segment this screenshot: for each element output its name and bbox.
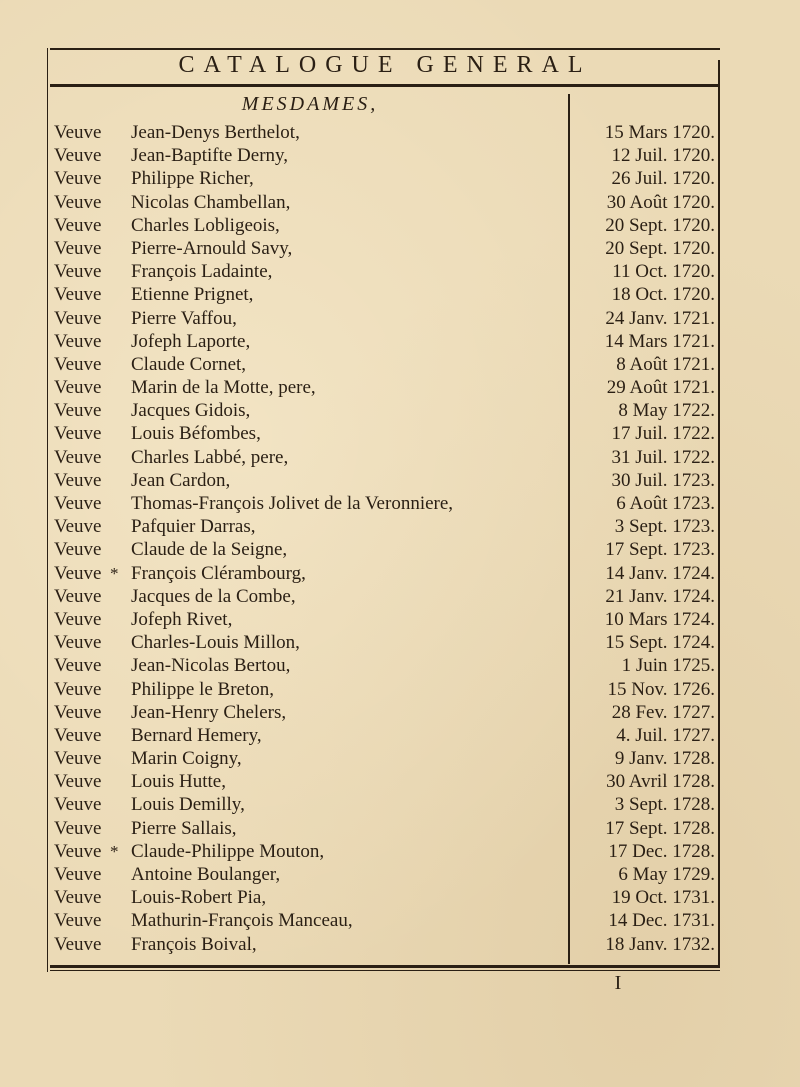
entry-date: 14 Mars 1721.	[604, 330, 715, 352]
entry-title: Veuve	[54, 678, 102, 700]
entry-name: Jean-Denys Berthelot,	[131, 122, 300, 143]
entry-name: Jean Cardon,	[131, 469, 231, 491]
entry-title: Veuve	[54, 214, 102, 236]
entry-title: Veuve	[54, 933, 102, 955]
entry-date: 30 Avril 1728.	[606, 771, 715, 793]
entry-title: Veuve	[54, 585, 102, 607]
entry-date: 30 Août 1720.	[606, 191, 715, 213]
list-item	[54, 909, 719, 932]
entry-date: 30 Juil. 1723.	[611, 469, 715, 491]
list-item	[54, 191, 719, 214]
entry-name: Marin de la Motte, pere,	[131, 377, 316, 399]
entry-date: 6 Août 1723.	[616, 493, 715, 514]
entry-name: Etienne Prignet,	[131, 284, 254, 306]
list-item	[54, 492, 719, 515]
entry-title: Veuve	[54, 608, 102, 630]
entry-name: Philippe Richer,	[131, 168, 254, 190]
entry-date: 15 Mars 1720.	[604, 122, 715, 143]
entry-name: Thomas-François Jolivet de la Veronniere,	[131, 493, 454, 514]
entry-date: 29 Août 1721.	[606, 377, 715, 399]
bottom-rule-thin	[50, 970, 720, 971]
entry-name: Antoine Boulanger,	[131, 864, 281, 885]
entry-title: Veuve	[54, 168, 102, 190]
entry-date: 9 Janv. 1728.	[614, 748, 715, 770]
entry-name: Pierre Vaffou,	[131, 307, 237, 329]
entry-name: Charles Labbé, pere,	[131, 446, 289, 468]
entry-title: Veuve	[54, 469, 102, 491]
entry-name: Louis-Robert Pia,	[131, 887, 267, 909]
entry-title: Veuve	[54, 701, 102, 723]
list-item	[54, 446, 719, 469]
entry-title: Veuve	[54, 910, 102, 932]
page-number: I	[614, 972, 622, 994]
entry-title: Veuve	[54, 562, 102, 584]
entry-title: Veuve	[54, 330, 102, 352]
entry-title: Veuve	[54, 400, 102, 422]
list-item	[54, 793, 719, 816]
page-header: CATALOGUE GENERAL	[178, 52, 592, 78]
list-item	[54, 863, 719, 886]
list-item	[54, 631, 719, 654]
list-item	[54, 376, 719, 399]
entry-title: Veuve	[54, 377, 102, 399]
entry-date: 20 Sept. 1720.	[605, 214, 715, 236]
list-item	[54, 747, 719, 770]
entry-name: Charles-Louis Millon,	[131, 632, 300, 654]
section-title: MESDAMES,	[241, 93, 379, 115]
entry-name: Louis Hutte,	[131, 771, 226, 793]
entry-title: Veuve	[54, 307, 102, 329]
entry-date: 3 Sept. 1723.	[614, 516, 715, 538]
entry-date: 8 Août 1721.	[616, 353, 715, 375]
entry-mark: *	[110, 841, 119, 861]
list-item	[54, 121, 719, 144]
entry-name: Nicolas Chambellan,	[131, 191, 291, 213]
entry-name: Pierre-Arnould Savy,	[131, 237, 293, 259]
entry-name: Bernard Hemery,	[131, 724, 262, 746]
entry-date: 1 Juin 1725.	[621, 655, 715, 677]
entry-title: Veuve	[54, 423, 102, 445]
entry-name: Louis Demilly,	[131, 794, 245, 816]
entry-name: Claude-Philippe Mouton,	[131, 840, 325, 862]
entry-name: Charles Lobligeois,	[131, 214, 280, 236]
entry-date: 11 Oct. 1720.	[612, 261, 715, 283]
entry-date: 8 May 1722.	[618, 400, 715, 422]
entry-name: Jean-Henry Chelers,	[131, 701, 287, 723]
entry-mark: *	[110, 563, 119, 583]
entry-title: Veuve	[54, 887, 102, 909]
entry-title: Veuve	[54, 493, 102, 514]
list-item	[54, 538, 719, 561]
entry-name: Philippe le Breton,	[131, 678, 275, 700]
entry-date: 17 Dec. 1728.	[608, 840, 715, 862]
entry-name: Claude Cornet,	[131, 353, 247, 375]
list-item	[54, 933, 719, 956]
entry-title: Veuve	[54, 516, 102, 538]
entry-date: 15 Nov. 1726.	[607, 678, 715, 700]
entry-name: François Clérambourg,	[131, 562, 306, 584]
entry-name: Marin Coigny,	[131, 748, 242, 770]
list-item	[54, 701, 719, 724]
entry-title: Veuve	[54, 864, 102, 885]
entry-date: 18 Oct. 1720.	[611, 284, 715, 306]
list-item	[54, 515, 719, 538]
list-item	[54, 585, 719, 608]
entry-name: Louis Béfombes,	[131, 423, 261, 445]
entry-name: Jofeph Rivet,	[131, 608, 233, 630]
entry-title: Veuve	[54, 539, 102, 561]
entry-name: François Boival,	[131, 933, 257, 955]
entry-title: Veuve	[54, 446, 102, 468]
entry-date: 24 Janv. 1721.	[605, 307, 715, 329]
entry-date: 31 Juil. 1722.	[611, 446, 715, 468]
entry-title: Veuve	[54, 261, 102, 283]
bottom-rule	[50, 965, 720, 968]
entry-name: Jean-Baptifte Derny,	[131, 145, 289, 167]
entry-name: Pafquier Darras,	[131, 516, 256, 538]
list-item	[54, 469, 719, 492]
entry-list	[54, 121, 719, 956]
entry-date: 20 Sept. 1720.	[605, 237, 715, 259]
list-item	[54, 214, 719, 237]
entry-date: 14 Janv. 1724.	[605, 562, 715, 584]
entry-title: Veuve	[54, 353, 102, 375]
entry-name: Jean-Nicolas Bertou,	[131, 655, 291, 677]
entry-name: Jacques Gidois,	[131, 400, 251, 422]
list-item	[54, 260, 719, 283]
entry-name: Claude de la Seigne,	[131, 539, 288, 561]
list-item	[54, 144, 719, 167]
entry-title: Veuve	[54, 655, 102, 677]
entry-title: Veuve	[54, 771, 102, 793]
list-item	[54, 817, 719, 840]
list-item	[54, 562, 719, 585]
list-item	[54, 770, 719, 793]
entry-title: Veuve	[54, 748, 102, 770]
entry-title: Veuve	[54, 632, 102, 654]
entry-title: Veuve	[54, 724, 102, 746]
entry-name: François Ladainte,	[131, 261, 273, 283]
entry-title: Veuve	[54, 122, 102, 143]
entry-date: 18 Janv. 1732.	[605, 933, 715, 955]
entry-name: Mathurin-François Manceau,	[131, 910, 353, 932]
entry-date: 19 Oct. 1731.	[611, 887, 715, 909]
entry-title: Veuve	[54, 817, 102, 839]
list-item	[54, 353, 719, 376]
entry-title: Veuve	[54, 794, 102, 816]
list-item	[54, 724, 719, 747]
list-item	[54, 678, 719, 701]
entry-date: 21 Janv. 1724.	[605, 585, 715, 607]
entry-name: Pierre Sallais,	[131, 817, 237, 839]
entry-title: Veuve	[54, 284, 102, 306]
list-item	[54, 330, 719, 353]
list-item	[54, 422, 719, 445]
entry-date: 26 Juil. 1720.	[611, 168, 715, 190]
entry-date: 4. Juil. 1727.	[616, 724, 715, 746]
entry-date: 3 Sept. 1728.	[614, 794, 715, 816]
entry-title: Veuve	[54, 145, 102, 167]
entry-date: 6 May 1729.	[618, 864, 715, 885]
list-item	[54, 399, 719, 422]
list-item	[54, 237, 719, 260]
entry-title: Veuve	[54, 237, 102, 259]
top-rule	[50, 48, 720, 50]
list-item	[54, 886, 719, 909]
entry-name: Jacques de la Combe,	[131, 585, 296, 607]
header-rule	[50, 84, 720, 87]
list-item	[54, 283, 719, 306]
list-item	[54, 167, 719, 190]
entry-title: Veuve	[54, 840, 102, 862]
list-item	[54, 307, 719, 330]
list-item	[54, 608, 719, 631]
list-item	[54, 654, 719, 677]
entry-date: 15 Sept. 1724.	[605, 632, 715, 654]
entry-date: 14 Dec. 1731.	[608, 910, 715, 932]
entry-date: 10 Mars 1724.	[604, 608, 715, 630]
left-border	[47, 48, 48, 972]
entry-date: 17 Sept. 1723.	[605, 539, 715, 561]
entry-title: Veuve	[54, 191, 102, 213]
entry-date: 12 Juil. 1720.	[611, 145, 715, 167]
entry-name: Jofeph Laporte,	[131, 330, 251, 352]
list-item	[54, 840, 719, 863]
entry-date: 17 Sept. 1728.	[605, 817, 715, 839]
entry-date: 28 Fev. 1727.	[611, 701, 715, 723]
entry-date: 17 Juil. 1722.	[611, 423, 715, 445]
